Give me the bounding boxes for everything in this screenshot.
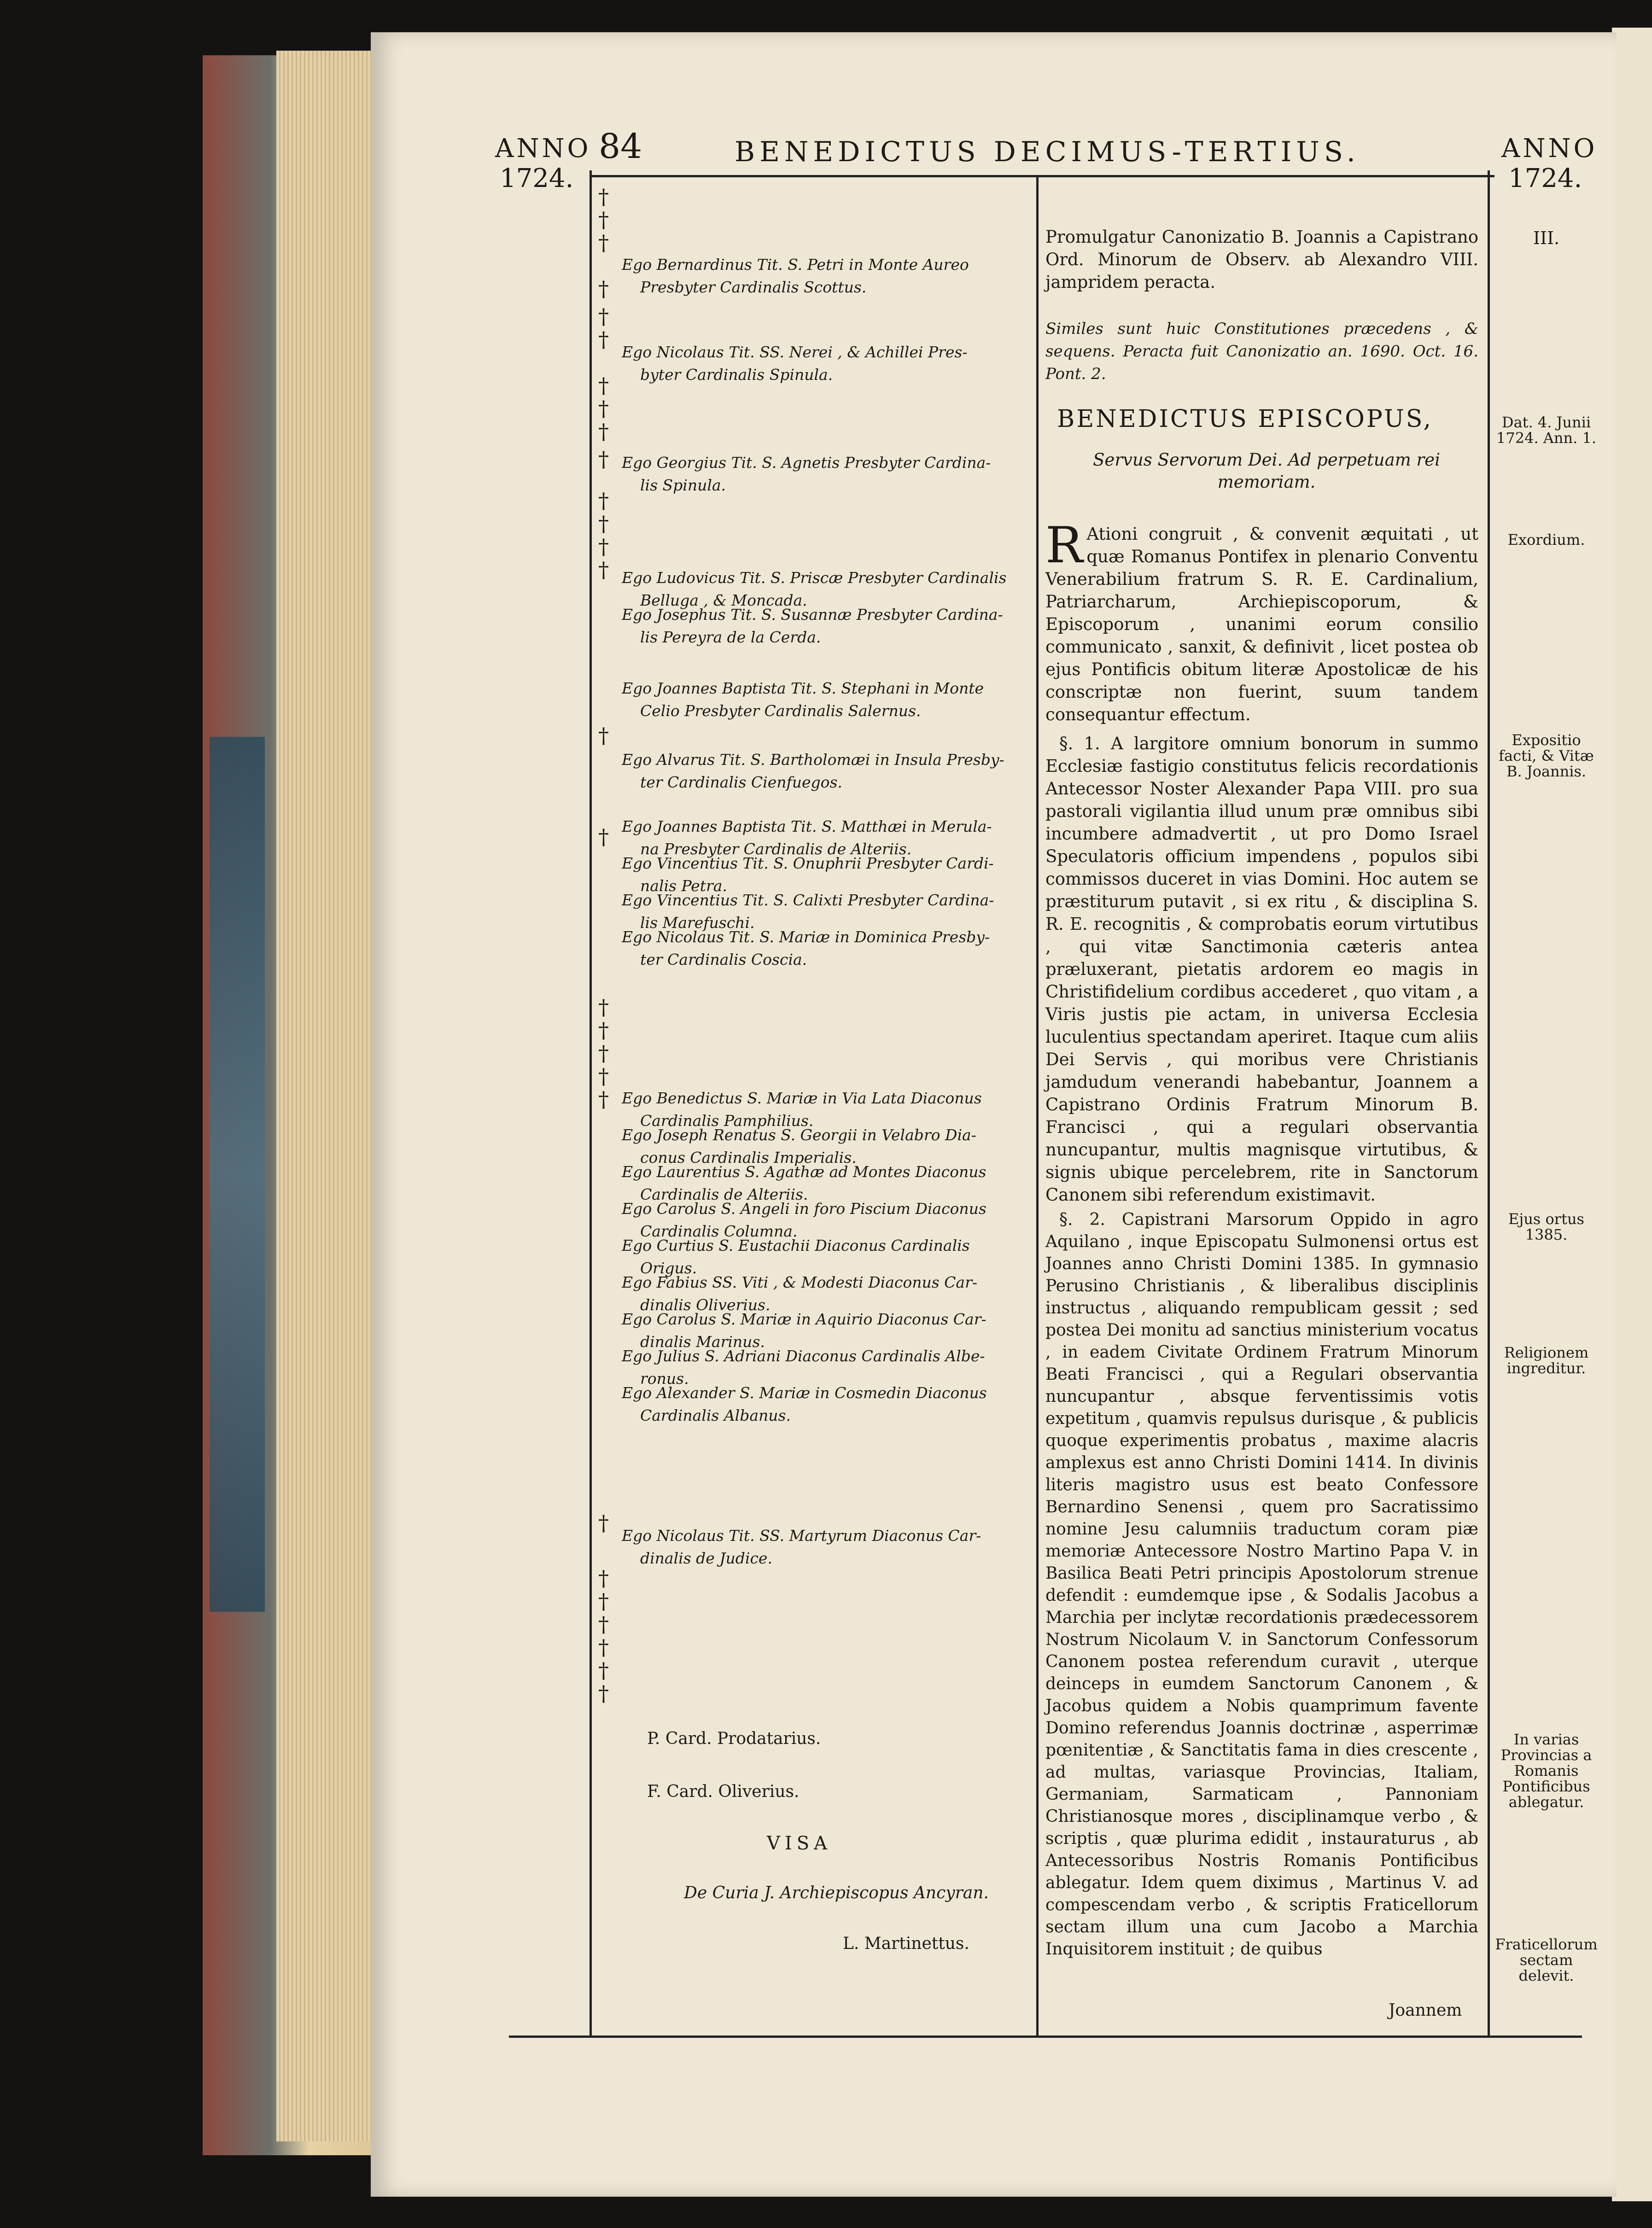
margin-number: III. bbox=[1533, 228, 1560, 248]
signature-line: lis Spinula. bbox=[640, 476, 726, 494]
exordium-text bbox=[1045, 517, 1478, 726]
cross-mark: † bbox=[598, 396, 609, 421]
bull-title: BENEDICTUS EPISCOPUS, bbox=[1057, 405, 1433, 433]
summary: Promulgatur Canonizatio B. Joannis a Capistrano Ord. Minorum de Observ. ab Alexandro VIII. jampridem peracta. bbox=[1045, 227, 1478, 292]
margin-exordium: Exordium. bbox=[1507, 531, 1585, 548]
page-number: 84 bbox=[599, 127, 642, 166]
signature-line: Presbyter Cardinalis Scottus. bbox=[640, 278, 867, 296]
similes-note: Similes sunt huic Constitutiones præcedens , & sequens. Peracta fuit Canonizatio an. 1690. Oct. 16. Pont. 2. bbox=[1045, 320, 1478, 383]
header-rule bbox=[590, 175, 1494, 177]
curia: De Curia J. Archiepiscopus Ancyran. bbox=[684, 1884, 989, 1902]
cross-mark: † bbox=[598, 1018, 609, 1043]
cross-mark: † bbox=[598, 207, 609, 232]
signature-line: Ego Bernardinus Tit. S. Petri in Monte Aureo bbox=[622, 256, 969, 274]
signature-line: Ego Nicolaus Tit. S. Mariæ in Dominica Presby- bbox=[622, 928, 990, 946]
signature-line: Cardinalis de Alteriis. bbox=[640, 1185, 808, 1203]
signature-line: Ego Ludovicus Tit. S. Priscæ Presbyter Cardinalis bbox=[622, 569, 1007, 587]
cross-mark: † bbox=[598, 1681, 609, 1706]
margin-provincias: In varias Provincias a Romanis Pontificibus ablegatur. bbox=[1500, 1731, 1592, 1811]
right-rule bbox=[1488, 170, 1490, 2036]
signature-line: dinalis de Judice. bbox=[640, 1549, 772, 1567]
signature-line: Origus. bbox=[640, 1259, 697, 1277]
prodatarius: P. Card. Prodatarius. bbox=[647, 1729, 821, 1748]
cross-mark: † bbox=[598, 534, 609, 559]
oliverius: F. Card. Oliverius. bbox=[647, 1782, 800, 1801]
signature-line: ter Cardinalis Coscia. bbox=[640, 951, 807, 968]
book-page bbox=[371, 32, 1617, 2197]
signature-entry bbox=[622, 926, 1027, 971]
anno-left: ANNO bbox=[495, 134, 591, 163]
cross-mark: † bbox=[598, 1635, 609, 1660]
martinettus: L. Martinettus. bbox=[843, 1934, 969, 1953]
signature-line: Ego Laurentius S. Agathæ ad Montes Diaconus bbox=[622, 1163, 987, 1181]
cross-mark: † bbox=[598, 824, 609, 849]
year-right: 1724. bbox=[1508, 163, 1582, 193]
cross-mark: † bbox=[598, 327, 609, 352]
signature-entry bbox=[622, 253, 1027, 298]
marbled-edge bbox=[210, 737, 265, 1612]
cross-mark: † bbox=[598, 1511, 609, 1535]
signature-line: Cardinalis Pamphilius. bbox=[640, 1112, 814, 1130]
signature-line: Ego Georgius Tit. S. Agnetis Presbyter Cardina- bbox=[622, 454, 991, 472]
signature-line: Ego Julius S. Adriani Diaconus Cardinalis Albe- bbox=[622, 1347, 985, 1365]
cross-mark: † bbox=[598, 1064, 609, 1089]
facing-page-edge bbox=[1612, 28, 1652, 2201]
paragraph-1: Ationi congruit , & convenit æquitati , ut quæ Romanus Pontifex in plenario Conventu Venerabilium fratrum S. R. E. Cardinalium, Patriarcharum, Archiepiscoporum, & Episcoporum , unanimi eorum consilio communicato , sanxit, & definivit , licet postea ob ejus Pontificis obitum literæ Apostolicæ de his conscriptæ non fuerint, suum tandem consequantur effectum. bbox=[1045, 524, 1478, 724]
drop-cap: R bbox=[1045, 517, 1083, 574]
signature-line: Cardinalis Albanus. bbox=[640, 1406, 791, 1424]
signature-line: ter Cardinalis Cienfuegos. bbox=[640, 773, 842, 791]
left-rule bbox=[590, 170, 592, 2036]
anno-right: ANNO bbox=[1501, 134, 1598, 163]
signature-line: Ego Nicolaus Tit. SS. Nerei , & Achillei Pres- bbox=[622, 343, 968, 361]
cross-mark: † bbox=[598, 1589, 609, 1614]
catchword: Joannem bbox=[1389, 2001, 1462, 2020]
cross-mark: † bbox=[598, 373, 609, 398]
running-title: BENEDICTUS DECIMUS-TERTIUS. bbox=[735, 136, 1360, 168]
signature-line: Ego Joannes Baptista Tit. S. Stephani in Monte bbox=[622, 679, 984, 697]
signature-line: Ego Curtius S. Eustachii Diaconus Cardinalis bbox=[622, 1236, 970, 1254]
cross-mark: † bbox=[598, 184, 609, 209]
signature-line: Belluga , & Moncada. bbox=[640, 591, 807, 609]
signature-line: ronus. bbox=[640, 1370, 689, 1388]
signature-entry bbox=[622, 748, 1027, 793]
margin-religionem: Religionem ingreditur. bbox=[1504, 1344, 1589, 1377]
bull-subtitle: Servus Servorum Dei. Ad perpetuam rei memoriam. bbox=[1093, 450, 1440, 492]
cross-mark: † bbox=[598, 276, 609, 301]
signature-line: Ego Vincentius Tit. S. Onuphrii Presbyter Cardi- bbox=[622, 854, 994, 872]
paragraph-2: §. 1. A largitore omnium bonorum in summo Ecclesiæ fastigio constitutus felicis recordationis Antecessor Noster Alexander Papa VIII. pro sua pastorali vigilantia illud unum præ omnibus sibi incumbere admadvertit , ut pro Domo Israel Speculatoris officium impendens , populos sibi commissos duceret in vias Domini. Hoc autem se præstiturum putavit , si ex ritu , & disciplina S. R. E. recognitis , & comprobatis eorum virtutibus , qui vitæ Sanctimonia cæteris antea præluxerant, pietatis ardorem eo magis in Christifidelium cordibus accederet , quo vitam , a Viris justis pie actam, in universa Ecclesia luculentius spectandam aperiret. Itaque cum aliis Dei Servis , qui moribus vere Christianis jamdudum venerandi habebantur, Joannem a Capistrano Ordinis Fratrum Minorum B. Francisci , qui a regulari observantia nuncupantur, multis magnisque virtutibus, & signis ubique percelebrem, rite in Sanctorum Canonem sibi referendum existimavit. bbox=[1045, 734, 1478, 1205]
cross-mark: † bbox=[598, 230, 609, 255]
signature-entry bbox=[622, 677, 1027, 722]
cross-mark: † bbox=[598, 1566, 609, 1591]
signature-line: Ego Alexander S. Mariæ in Cosmedin Diaconus bbox=[622, 1384, 987, 1402]
signature-line: Ego Vincentius Tit. S. Calixti Presbyter Cardina- bbox=[622, 891, 994, 909]
cross-mark: † bbox=[598, 447, 609, 472]
margin-date: Dat. 4. Junii 1724. Ann. 1. bbox=[1496, 414, 1596, 447]
visa: VISA bbox=[767, 1833, 832, 1854]
signature-line: lis Pereyra de la Cerda. bbox=[640, 628, 821, 646]
cross-mark: † bbox=[598, 1612, 609, 1637]
signature-line: Ego Joseph Renatus S. Georgii in Velabro Dia- bbox=[622, 1126, 976, 1144]
cross-mark: † bbox=[598, 995, 609, 1020]
signature-line: Cardinalis Columna. bbox=[640, 1222, 798, 1240]
cross-mark: † bbox=[598, 488, 609, 513]
signature-entry bbox=[622, 603, 1027, 648]
signature-line: lis Marefuschi. bbox=[640, 914, 755, 932]
signature-line: Ego Benedictus S. Mariæ in Via Lata Diaconus bbox=[622, 1089, 982, 1107]
column-rule bbox=[1036, 175, 1039, 2036]
paragraph-3: §. 2. Capistrani Marsorum Oppido in agro Aquilano , inque Episcopatu Sulmonensi ortus est Joannes anno Christi Domini 1385. In gymnasio Perusino Christianis , & liberalibus disciplinis instructus , aliquando rempublicam gessit ; sed postea Dei monitu ad sanctius ministerium vocatus , in eadem Civitate Ordinem Fratrum Minorum Beati Francisci , qui a Regulari observantia nuncupantur , absque ferventissimis votis expetitum , quamvis repulsus durisque , & publicis quoque experimentis probatus , maxime alacris amplexus est anno Christi Domini 1414. In divinis literis magistro usus est beato Confessore Bernardino Senensi , quem pro Sacratissimo nomine Jesu calumniis traductum coram piæ memoriæ Antecessore Nostro Martino Papa V. in Basilica Beati Petri principis Apostolorum strenue defendit : eumdemque ipse , & Sodalis Jacobus a Marchia per inclytæ recordationis prædecessorem Nostrum Nicolaum V. in Sanctorum Confessorum Canonem postea referendum curavit , uterque deinceps in eumdem Sanctorum Canonem , & Jacobus quidem a Nobis quamprimum favente Domino referendus Joannis doctrinæ , asperrimæ pœnitentiæ , & Sanctitatis fama in dies crescente , ad multas, variasque Provincias, Italiam, Germaniam, Sarmaticam , Pannoniam Christianosque mores , disciplinamque verbo , & scriptis , quæ plurima edidit , instauraturus , ab Antecessoribus Nostris Romanis Pontificibus ablegatur. Idem quem diximus , Martinus V. ad compescendam verbo , & scriptis Fraticellorum sectam illum una cum Jacobo a Marchia Inquisitorem instituit ; de quibus bbox=[1045, 1210, 1478, 1959]
cross-mark: † bbox=[598, 511, 609, 536]
signature-line: Ego Fabius SS. Viti , & Modesti Diaconus Car- bbox=[622, 1273, 978, 1291]
page-stack-edge bbox=[276, 51, 382, 2141]
signature-line: conus Cardinalis Imperialis. bbox=[640, 1149, 857, 1166]
year-left: 1724. bbox=[500, 163, 574, 193]
signature-line: na Presbyter Cardinalis de Alteriis. bbox=[640, 840, 912, 858]
margin-expositio: Expositio facti, & Vitæ B. Joannis. bbox=[1499, 731, 1594, 780]
signature-line: Ego Carolus S. Mariæ in Aquirio Diaconus Car- bbox=[622, 1310, 987, 1328]
cross-mark: † bbox=[598, 557, 609, 582]
cross-mark: † bbox=[598, 1041, 609, 1066]
signature-line: byter Cardinalis Spinula. bbox=[640, 366, 833, 384]
signature-line: dinalis Marinus. bbox=[640, 1333, 765, 1351]
cross-mark: † bbox=[598, 304, 609, 329]
signature-entry bbox=[622, 341, 1027, 386]
signature-line: Celio Presbyter Cardinalis Salernus. bbox=[640, 702, 921, 720]
cross-mark: † bbox=[598, 1658, 609, 1683]
cross-mark: † bbox=[598, 419, 609, 444]
signature-line: Ego Joannes Baptista Tit. S. Matthæi in Merula- bbox=[622, 817, 992, 835]
margin-ortus: Ejus ortus 1385. bbox=[1508, 1210, 1584, 1243]
signature-line: Ego Carolus S. Angeli in foro Piscium Diaconus bbox=[622, 1200, 987, 1218]
signature-line: Ego Nicolaus Tit. SS. Martyrum Diaconus Car- bbox=[622, 1527, 981, 1545]
signature-line: dinalis Oliverius. bbox=[640, 1296, 771, 1314]
margin-fraticello: Fraticellorum sectam delevit. bbox=[1495, 1936, 1598, 1984]
signature-line: Ego Alvarus Tit. S. Bartholomæi in Insula Presby- bbox=[622, 751, 1004, 769]
signature-entry bbox=[622, 1524, 1027, 1569]
footer-rule bbox=[509, 2036, 1582, 2038]
cross-mark: † bbox=[598, 723, 609, 748]
signature-entry bbox=[622, 1382, 1027, 1427]
signature-line: Ego Josephus Tit. S. Susannæ Presbyter Cardina- bbox=[622, 606, 1003, 624]
cross-mark: † bbox=[598, 1087, 609, 1112]
signature-line: nalis Petra. bbox=[640, 877, 727, 895]
signature-entry bbox=[622, 451, 1027, 496]
